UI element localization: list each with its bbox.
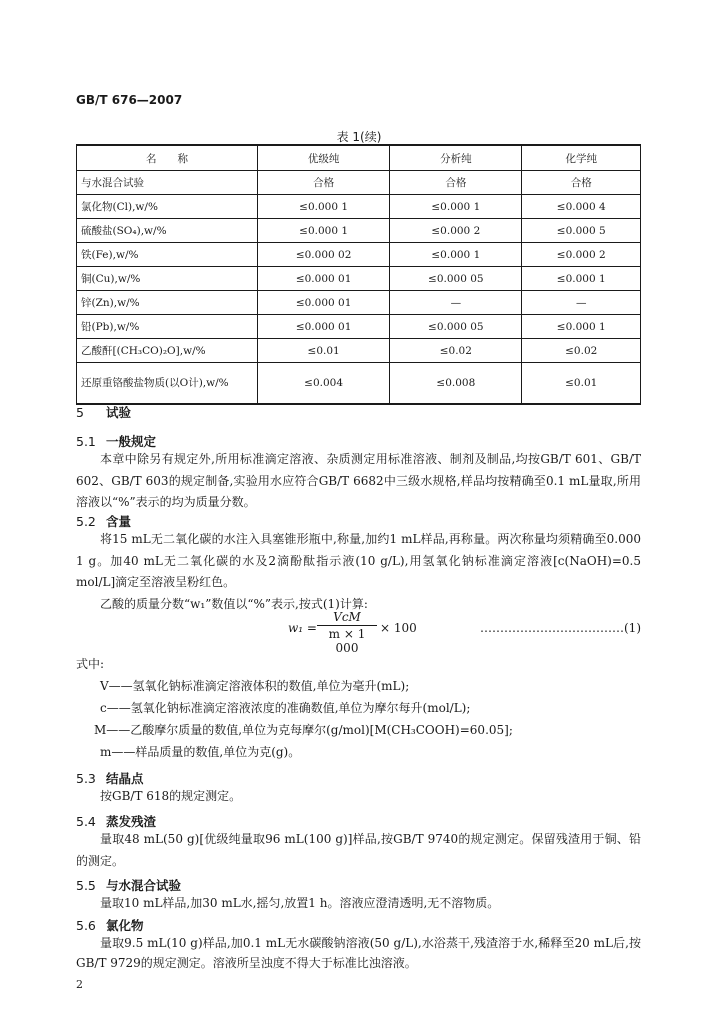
section-heading-5-1 bbox=[76, 432, 156, 450]
column-header-gr: 优级纯 bbox=[258, 145, 390, 171]
cell-value: ≤0.000 1 bbox=[258, 195, 390, 219]
section-number: 5.3 bbox=[76, 771, 96, 786]
column-header-cp: 化学纯 bbox=[522, 145, 641, 171]
cell-value: — bbox=[390, 291, 522, 315]
section-heading-5-3 bbox=[76, 769, 144, 787]
cell-value: ≤0.000 2 bbox=[522, 243, 641, 267]
cell-value: ≤0.000 1 bbox=[390, 243, 522, 267]
cell-value: ≤0.000 01 bbox=[258, 267, 390, 291]
cell-value: ≤0.000 01 bbox=[258, 291, 390, 315]
section-number: 5.2 bbox=[76, 514, 96, 529]
cell-value: ≤0.000 1 bbox=[390, 195, 522, 219]
specification-table bbox=[76, 144, 641, 405]
section-number: 5 bbox=[76, 405, 84, 420]
cell-value: ≤0.004 bbox=[258, 363, 390, 405]
table-header-row bbox=[77, 145, 641, 171]
section-number: 5.1 bbox=[76, 434, 96, 449]
cell-value: — bbox=[522, 291, 641, 315]
column-header-ar: 分析纯 bbox=[390, 145, 522, 171]
row-name: 铜(Cu),w/% bbox=[77, 267, 258, 291]
table-row bbox=[77, 171, 641, 195]
section-title: 结晶点 bbox=[106, 771, 144, 786]
cell-value: ≤0.01 bbox=[522, 363, 641, 405]
row-name: 锌(Zn),w/% bbox=[77, 291, 258, 315]
cell-value: ≤0.000 1 bbox=[522, 267, 641, 291]
cell-value: ≤0.02 bbox=[522, 339, 641, 363]
section-title: 试验 bbox=[106, 405, 132, 420]
formula-1 bbox=[0, 610, 718, 655]
column-header-name: 名 称 bbox=[77, 145, 258, 171]
cell-value: 合格 bbox=[522, 171, 641, 195]
cell-value: ≤0.000 4 bbox=[522, 195, 641, 219]
cell-value: ≤0.000 5 bbox=[522, 219, 641, 243]
row-name: 硫酸盐(SO₄),w/% bbox=[77, 219, 258, 243]
paragraph-chloride: 量取9.5 mL(10 g)样品,加0.1 mL无水碳酸钠溶液(50 g/L),水浴蒸干,残渣溶于水,稀释至20 mL后,按GB/T 9729的规定测定。溶液所呈浊度不得大于标准比浊溶液。 bbox=[76, 936, 641, 970]
row-name: 铅(Pb),w/% bbox=[77, 315, 258, 339]
section-number: 5.5 bbox=[76, 878, 96, 893]
row-name: 与水混合试验 bbox=[77, 171, 258, 195]
cell-value: ≤0.000 01 bbox=[258, 315, 390, 339]
cell-value: ≤0.000 02 bbox=[258, 243, 390, 267]
row-name: 铁(Fe),w/% bbox=[77, 243, 258, 267]
section-heading-5-2 bbox=[76, 512, 131, 530]
table-row bbox=[77, 315, 641, 339]
paragraph-calculation-intro: 乙酸的质量分数“w₁”数值以“%”表示,按式(1)计算: bbox=[100, 597, 368, 611]
table-row bbox=[77, 363, 641, 405]
section-number: 5.4 bbox=[76, 814, 96, 829]
section-title: 氯化物 bbox=[106, 918, 144, 933]
section-title: 一般规定 bbox=[106, 434, 157, 449]
where-label: 式中: bbox=[76, 657, 105, 671]
section-heading-5-5 bbox=[76, 876, 181, 894]
paragraph-evaporation-residue: 量取48 mL(50 g)[优级纯量取96 mL(100 g)]样品,按GB/T 9740的规定测定。保留残渣用于铜、铅的测定。 bbox=[76, 832, 641, 868]
standard-code: GB/T 676—2007 bbox=[76, 93, 183, 107]
paragraph-water-miscibility: 量取10 mL样品,加30 mL水,摇匀,放置1 h。溶液应澄清透明,无不溶物质。 bbox=[100, 896, 500, 910]
cell-value: ≤0.02 bbox=[390, 339, 522, 363]
cell-value: ≤0.01 bbox=[258, 339, 390, 363]
paragraph-general-rules: 本章中除另有规定外,所用标准滴定溶液、杂质测定用标准溶液、制剂及制品,均按GB/T 601、GB/T 602、GB/T 603的规定制备,实验用水应符合GB/T 6682中三级水规格,样品均按精确至0.1 mL量取,所用溶液以“%”表示的均为质量分数。 bbox=[76, 452, 641, 509]
table-row bbox=[77, 339, 641, 363]
formula-numerator: VcM bbox=[317, 610, 377, 626]
variable-definition: V——氢氧化钠标准滴定溶液体积的数值,单位为毫升(mL); bbox=[100, 679, 410, 693]
section-title: 蒸发残渣 bbox=[106, 814, 157, 829]
cell-value: 合格 bbox=[390, 171, 522, 195]
table-row bbox=[77, 195, 641, 219]
section-heading-5-4 bbox=[76, 812, 156, 830]
cell-value: ≤0.000 1 bbox=[258, 219, 390, 243]
section-title: 含量 bbox=[106, 514, 132, 529]
section-number: 5.6 bbox=[76, 918, 96, 933]
section-title: 与水混合试验 bbox=[106, 878, 182, 893]
cell-value: ≤0.000 05 bbox=[390, 315, 522, 339]
row-name: 还原重铬酸盐物质(以O计),w/% bbox=[77, 363, 258, 405]
table-row bbox=[77, 267, 641, 291]
section-heading-5 bbox=[76, 403, 131, 421]
section-heading-5-6 bbox=[76, 916, 144, 934]
formula-fraction bbox=[317, 610, 377, 655]
table-row bbox=[77, 291, 641, 315]
formula-lhs: w₁ = bbox=[288, 621, 317, 635]
row-name: 氯化物(Cl),w/% bbox=[77, 195, 258, 219]
table-row bbox=[77, 219, 641, 243]
table-row bbox=[77, 243, 641, 267]
cell-value: ≤0.000 1 bbox=[522, 315, 641, 339]
variable-definition: M——乙酸摩尔质量的数值,单位为克每摩尔(g/mol)[M(CH₃COOH)=60.05]; bbox=[94, 723, 513, 737]
paragraph-freezing-point: 按GB/T 618的规定测定。 bbox=[100, 789, 242, 803]
cell-value: 合格 bbox=[258, 171, 390, 195]
table-caption: 表 1(续) bbox=[336, 130, 382, 144]
cell-value: ≤0.000 05 bbox=[390, 267, 522, 291]
row-name: 乙酸酐[(CH₃CO)₂O],w/% bbox=[77, 339, 258, 363]
formula-rhs: × 100 bbox=[380, 621, 417, 635]
page-number: 2 bbox=[76, 978, 83, 991]
variable-definition: c——氢氧化钠标准滴定溶液浓度的准确数值,单位为摩尔每升(mol/L); bbox=[100, 701, 471, 715]
formula-denominator: m × 1 000 bbox=[328, 627, 366, 655]
formula-number: ………………………………(1) bbox=[480, 621, 641, 635]
paragraph-assay-procedure: 将15 mL无二氧化碳的水注入具塞锥形瓶中,称量,加约1 mL样品,再称量。两次称量均须精确至0.000 1 g。加40 mL无二氧化碳的水及2滴酚酞指示液(10 g/L),用氢氧化钠标准滴定溶液[c(NaOH)=0.5 mol/L]滴定至溶液呈粉红色。 bbox=[76, 532, 641, 589]
cell-value: ≤0.008 bbox=[390, 363, 522, 405]
variable-definition: m——样品质量的数值,单位为克(g)。 bbox=[100, 745, 301, 759]
cell-value: ≤0.000 2 bbox=[390, 219, 522, 243]
